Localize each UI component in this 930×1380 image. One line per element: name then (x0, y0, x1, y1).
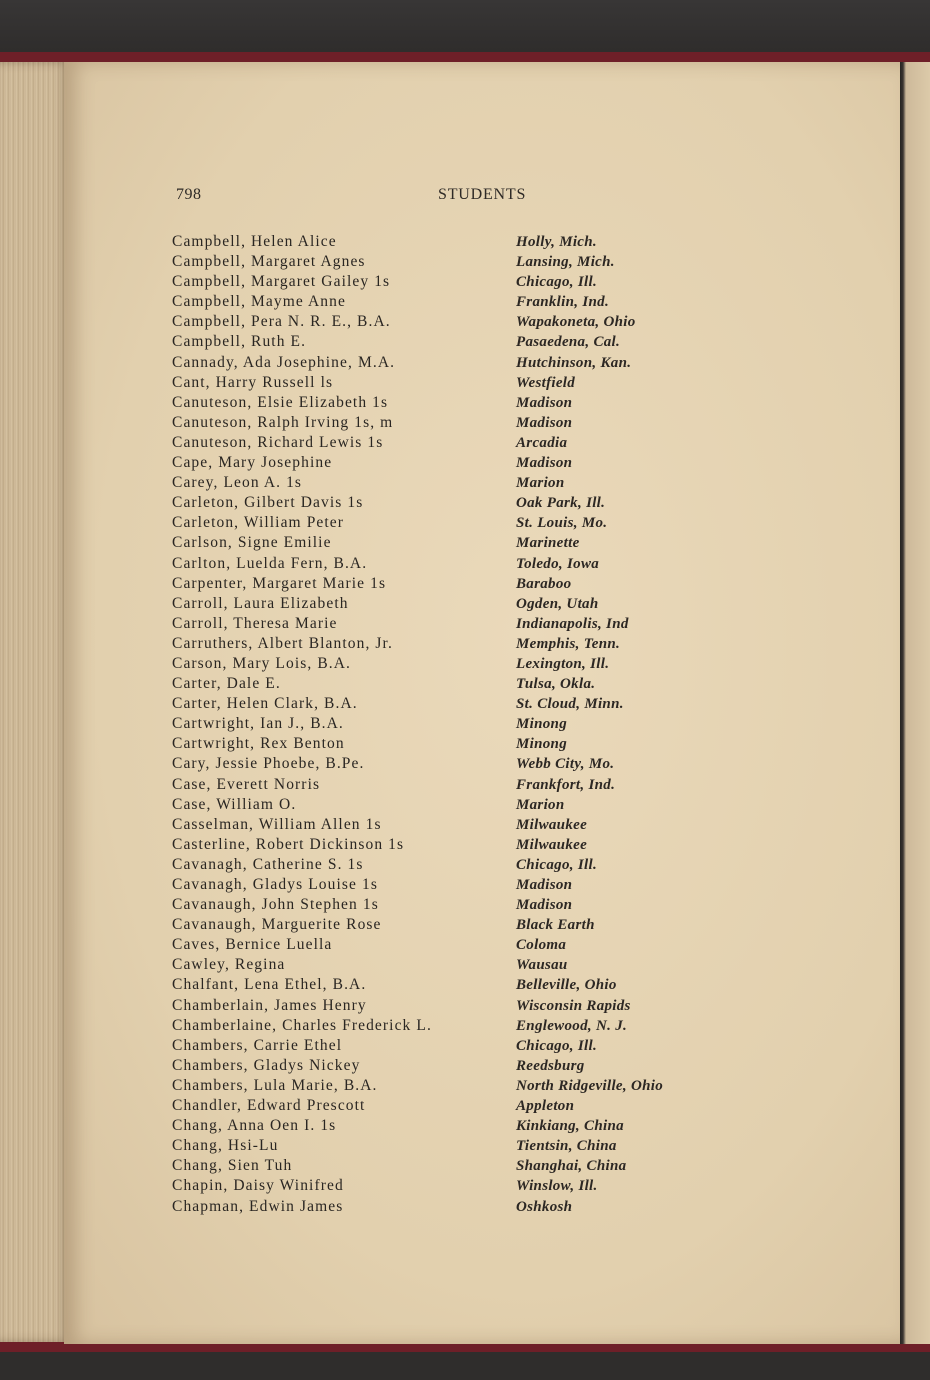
student-hometown: Milwaukee (516, 836, 588, 853)
student-name: Canuteson, Ralph Irving 1s, m (172, 413, 394, 431)
student-entry (172, 232, 732, 252)
student-name: Cant, Harry Russell ls (172, 373, 334, 391)
student-name: Cavanagh, Gladys Louise 1s (172, 876, 378, 893)
student-hometown: Marinette (516, 535, 580, 552)
student-name: Campbell, Ruth E. (172, 333, 307, 351)
student-hometown: Lexington, Ill. (516, 655, 610, 672)
student-entry (172, 373, 732, 393)
student-name: Chambers, Gladys Nickey (172, 1056, 361, 1074)
book-spine (900, 62, 930, 1344)
student-hometown: Holly, Mich. (516, 234, 597, 250)
student-name: Carlton, Luelda Fern, B.A. (172, 554, 368, 572)
student-entry (172, 1116, 732, 1136)
student-hometown: St. Cloud, Minn. (516, 696, 624, 713)
student-name: Casselman, William Allen 1s (172, 815, 382, 833)
student-hometown: Winslow, Ill. (516, 1178, 598, 1195)
page-number: 798 (176, 186, 202, 203)
student-hometown: Wausau (516, 957, 568, 974)
student-name: Cartwright, Ian J., B.A. (172, 715, 344, 733)
student-entry (172, 1076, 732, 1096)
student-name: Carleton, Gilbert Davis 1s (172, 494, 364, 512)
student-name: Carson, Mary Lois, B.A. (172, 654, 351, 672)
student-name: Cape, Mary Josephine (172, 454, 333, 472)
student-hometown: Chicago, Ill. (516, 1037, 597, 1054)
student-name: Campbell, Pera N. R. E., B.A. (172, 313, 391, 331)
student-entry (172, 975, 732, 995)
student-hometown: Franklin, Ind. (516, 294, 609, 311)
student-entry (172, 694, 732, 714)
student-hometown: St. Louis, Mo. (516, 515, 608, 532)
student-hometown: Baraboo (516, 575, 572, 592)
student-name: Carpenter, Margaret Marie 1s (172, 574, 387, 592)
student-entry (172, 1176, 732, 1196)
student-name: Carter, Helen Clark, B.A. (172, 695, 358, 713)
student-name: Chambers, Carrie Ethel (172, 1036, 343, 1054)
student-entry (172, 433, 732, 453)
student-name: Chambers, Lula Marie, B.A. (172, 1076, 378, 1094)
student-entry (172, 1036, 732, 1056)
student-entry (172, 513, 732, 533)
student-entry (172, 554, 732, 574)
student-hometown: Oak Park, Ill. (516, 495, 606, 512)
student-hometown: Reedsburg (516, 1057, 585, 1074)
student-name: Carey, Leon A. 1s (172, 474, 303, 492)
student-name: Cavanaugh, John Stephen 1s (172, 896, 379, 914)
student-hometown: Madison (516, 394, 573, 411)
student-entry (172, 473, 732, 493)
student-name: Chapin, Daisy Winifred (172, 1177, 344, 1195)
student-entry (172, 955, 732, 975)
student-name: Chapman, Edwin James (172, 1197, 344, 1215)
student-name: Chamberlain, James Henry (172, 996, 367, 1014)
student-entry (172, 754, 732, 774)
student-entry (172, 915, 732, 935)
student-name: Canuteson, Elsie Elizabeth 1s (172, 393, 389, 411)
student-hometown: Black Earth (516, 917, 595, 934)
scan-background (0, 0, 930, 56)
student-name: Cary, Jessie Phoebe, B.Pe. (172, 755, 365, 773)
student-entry (172, 815, 732, 835)
student-entry (172, 895, 732, 915)
student-entry (172, 493, 732, 513)
student-name: Carleton, William Peter (172, 514, 345, 532)
student-name: Cawley, Regina (172, 956, 286, 974)
student-entry (172, 574, 732, 594)
student-name: Chalfant, Lena Ethel, B.A. (172, 976, 367, 994)
student-entry (172, 795, 732, 815)
page-stack-edge (0, 62, 70, 1342)
running-head: STUDENTS (438, 186, 527, 203)
student-hometown: Wapakoneta, Ohio (516, 314, 636, 331)
student-entry (172, 654, 732, 674)
student-name: Cavanagh, Catherine S. 1s (172, 855, 364, 873)
student-hometown: Arcadia (516, 434, 568, 451)
student-hometown: Chicago, Ill. (516, 856, 597, 873)
student-name: Carroll, Laura Elizabeth (172, 594, 349, 612)
student-entry (172, 1056, 732, 1076)
student-entry (172, 252, 732, 272)
student-list (172, 232, 732, 1217)
student-entry (172, 353, 732, 373)
student-hometown: Memphis, Tenn. (516, 635, 621, 652)
student-hometown: Pasaedena, Cal. (516, 334, 621, 351)
student-hometown: Toledo, Iowa (516, 555, 600, 572)
student-hometown: Minong (516, 716, 567, 733)
student-hometown: Hutchinson, Kan. (516, 354, 632, 371)
student-name: Caves, Bernice Luella (172, 936, 333, 954)
student-name: Case, William O. (172, 795, 297, 813)
student-entry (172, 835, 732, 855)
student-entry (172, 1197, 732, 1217)
student-name: Campbell, Margaret Agnes (172, 253, 366, 271)
student-hometown: Marion (516, 475, 565, 492)
student-name: Casterline, Robert Dickinson 1s (172, 835, 405, 853)
student-hometown: Frankfort, Ind. (516, 776, 616, 793)
student-hometown: Lansing, Mich. (516, 254, 615, 271)
student-entry (172, 453, 732, 473)
page-header (176, 186, 736, 210)
student-name: Campbell, Margaret Gailey 1s (172, 273, 391, 291)
student-entry (172, 674, 732, 694)
student-hometown: Milwaukee (516, 816, 588, 833)
student-entry (172, 996, 732, 1016)
student-hometown: Belleville, Ohio (516, 977, 617, 994)
student-hometown: Marion (516, 796, 565, 813)
student-name: Cannady, Ada Josephine, M.A. (172, 353, 396, 371)
student-entry (172, 935, 732, 955)
student-hometown: Appleton (516, 1098, 575, 1115)
student-hometown: Madison (516, 414, 573, 431)
student-hometown: Westfield (516, 374, 576, 391)
student-entry (172, 1136, 732, 1156)
student-entry (172, 272, 732, 292)
student-name: Carroll, Theresa Marie (172, 614, 338, 632)
student-hometown: Madison (516, 877, 573, 893)
student-entry (172, 1016, 732, 1036)
student-hometown: Madison (516, 455, 573, 472)
student-hometown: Madison (516, 897, 573, 914)
student-entry (172, 292, 732, 312)
student-name: Canuteson, Richard Lewis 1s (172, 433, 384, 451)
student-entry (172, 332, 732, 352)
student-name: Carruthers, Albert Blanton, Jr. (172, 634, 393, 652)
student-entry (172, 634, 732, 654)
student-entry (172, 855, 732, 875)
student-entry (172, 393, 732, 413)
student-hometown: Wisconsin Rapids (516, 997, 631, 1014)
student-hometown: Ogden, Utah (516, 595, 599, 612)
student-entry (172, 533, 732, 553)
student-name: Carlson, Signe Emilie (172, 534, 332, 552)
student-name: Case, Everett Norris (172, 775, 321, 793)
student-name: Campbell, Helen Alice (172, 233, 337, 250)
student-entry (172, 734, 732, 754)
student-hometown: North Ridgeville, Ohio (516, 1077, 664, 1094)
student-hometown: Coloma (516, 937, 567, 954)
student-hometown: Shanghai, China (516, 1158, 627, 1175)
student-hometown: Kinkiang, China (516, 1118, 624, 1135)
student-name: Chang, Sien Tuh (172, 1157, 293, 1175)
student-hometown: Webb City, Mo. (516, 756, 615, 773)
student-entry (172, 775, 732, 795)
student-hometown: Minong (516, 736, 567, 753)
student-name: Campbell, Mayme Anne (172, 293, 346, 311)
student-name: Cavanaugh, Marguerite Rose (172, 916, 382, 934)
student-hometown: Tientsin, China (516, 1138, 617, 1155)
student-entry (172, 714, 732, 734)
student-name: Chang, Anna Oen I. 1s (172, 1117, 337, 1135)
student-entry (172, 1096, 732, 1116)
student-name: Carter, Dale E. (172, 675, 281, 693)
student-name: Cartwright, Rex Benton (172, 735, 345, 753)
student-hometown: Englewood, N. J. (516, 1017, 628, 1034)
student-name: Chandler, Edward Prescott (172, 1097, 366, 1115)
student-entry (172, 1156, 732, 1176)
student-name: Chamberlaine, Charles Frederick L. (172, 1016, 432, 1034)
student-entry (172, 312, 732, 332)
student-hometown: Tulsa, Okla. (516, 676, 596, 693)
student-hometown: Chicago, Ill. (516, 274, 597, 291)
student-entry (172, 875, 732, 895)
student-hometown: Indianapolis, Ind (516, 615, 629, 632)
student-entry (172, 594, 732, 614)
student-hometown: Oshkosh (516, 1198, 573, 1215)
student-name: Chang, Hsi-Lu (172, 1137, 279, 1155)
student-entry (172, 413, 732, 433)
student-entry (172, 614, 732, 634)
